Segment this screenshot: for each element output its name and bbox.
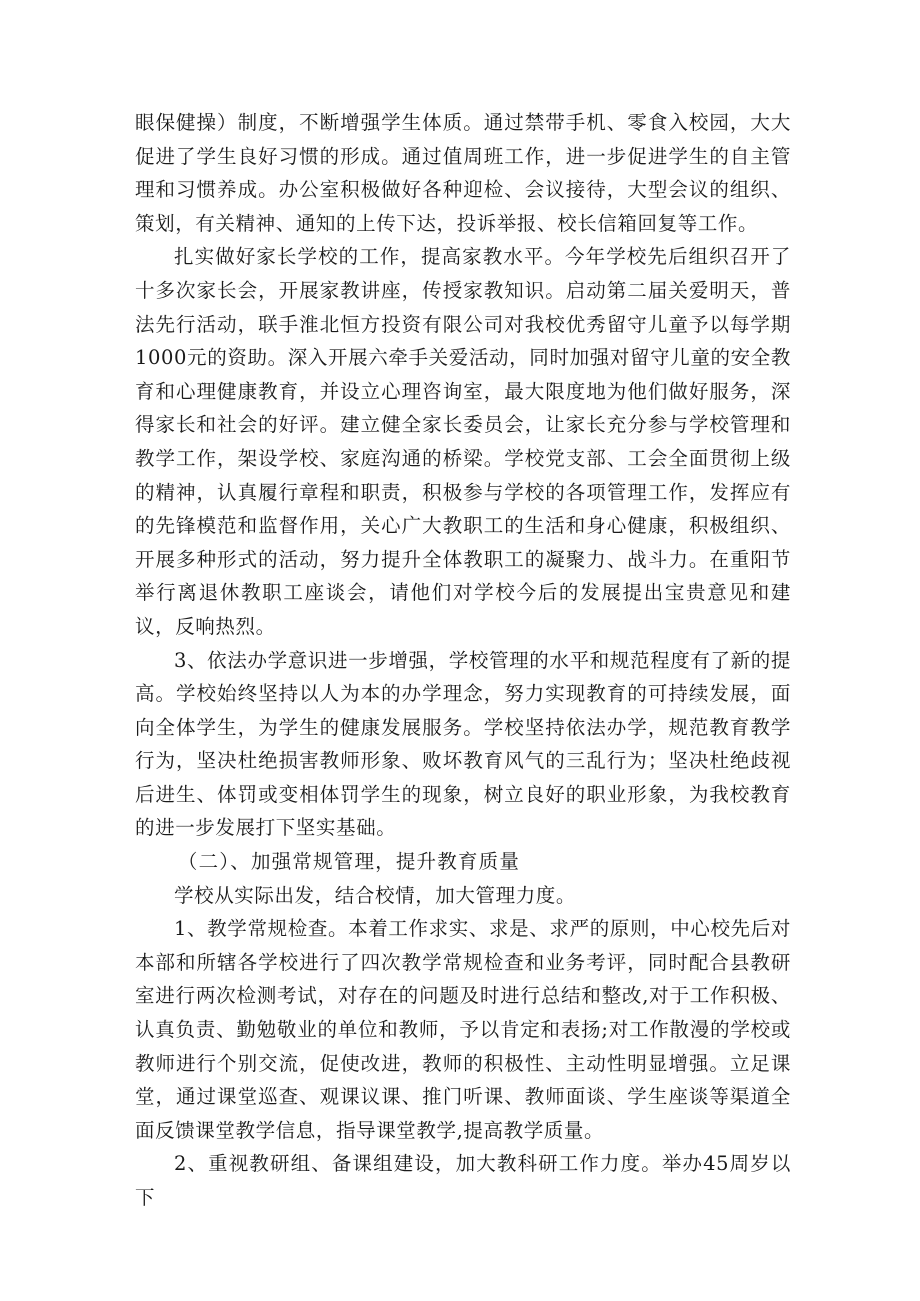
- section-heading: （二）、加强常规管理，提升教育质量: [177, 850, 521, 874]
- paragraph-4: 学校从实际出发，结合校情，加大管理力度。: [174, 883, 577, 907]
- paragraph-2: 扎实做好家长学校的工作，提高家教水平。今年学校先后组织召开了十多次家长会，开展家教讲座，传授家教知识。启动第二届关爱明天，普法先行活动，联手淮北恒方投资有限公司对我校优秀留守儿童予以每学期1000元的资助。深入开展六牵手关爱活动，同时加强对留守儿童的安全教育和心理健康教育，并设立心理咨询室，最大限度地为他们做好服务，深得家长和社会的好评。建立健全家长委员会，让家长充分参与学校管理和教学工作，架设学校、家庭沟通的桥梁。学校党支部、工会全面贯彻上级的精神，认真履行章程和职责，积极参与学校的各项管理工作，发挥应有的先锋模范和监督作用，关心广大教职工的生活和身心健康，积极组织、开展多种形式的活动，努力提升全体教职工的凝聚力、战斗力。在重阳节举行离退休教职工座谈会，请他们对学校今后的发展提出宝贵意见和建议，反响热烈。: [135, 245, 791, 638]
- paragraph-3: 3、依法办学意识进一步增强，学校管理的水平和规范程度有了新的提高。学校始终坚持以人为本的办学理念，努力实现教育的可持续发展，面向全体学生，为学生的健康发展服务。学校坚持依法办学，规范教育教学行为，坚决杜绝损害教师形象、败坏教育风气的三乱行为；坚决杜绝歧视后进生、体罚或变相体罚学生的现象，树立良好的职业形象，为我校教育的进一步发展打下坚实基础。: [135, 648, 791, 840]
- paragraph-5: 1、教学常规检查。本着工作求实、求是、求严的原则，中心校先后对本部和所辖各学校进行了四次教学常规检查和业务考评，同时配合县教研室进行两次检测考试，对存在的问题及时进行总结和整改,对于工作积极、认真负责、勤勉敬业的单位和教师，予以肯定和表扬;对工作散漫的学校或教师进行个别交流，促使改进，教师的积极性、主动性明显增强。立足课堂，通过课堂巡查、观课议课、推门听课、教师面谈、学生座谈等渠道全面反馈课堂教学信息，指导课堂教学,提高教学质量。: [135, 917, 791, 1142]
- paragraph-6: 2、重视教研组、备课组建设，加大教科研工作力度。举办45周岁以下: [135, 1152, 791, 1209]
- paragraph-1: 眼保健操）制度，不断增强学生体质。通过禁带手机、零食入校园，大大促进了学生良好习惯的形成。通过值周班工作，进一步促进学生的自主管理和习惯养成。办公室积极做好各种迎检、会议接待，大型会议的组织、策划，有关精神、通知的上传下达，投诉举报、校长信箱回复等工作。: [135, 111, 791, 235]
- document-page: [135, 106, 791, 1215]
